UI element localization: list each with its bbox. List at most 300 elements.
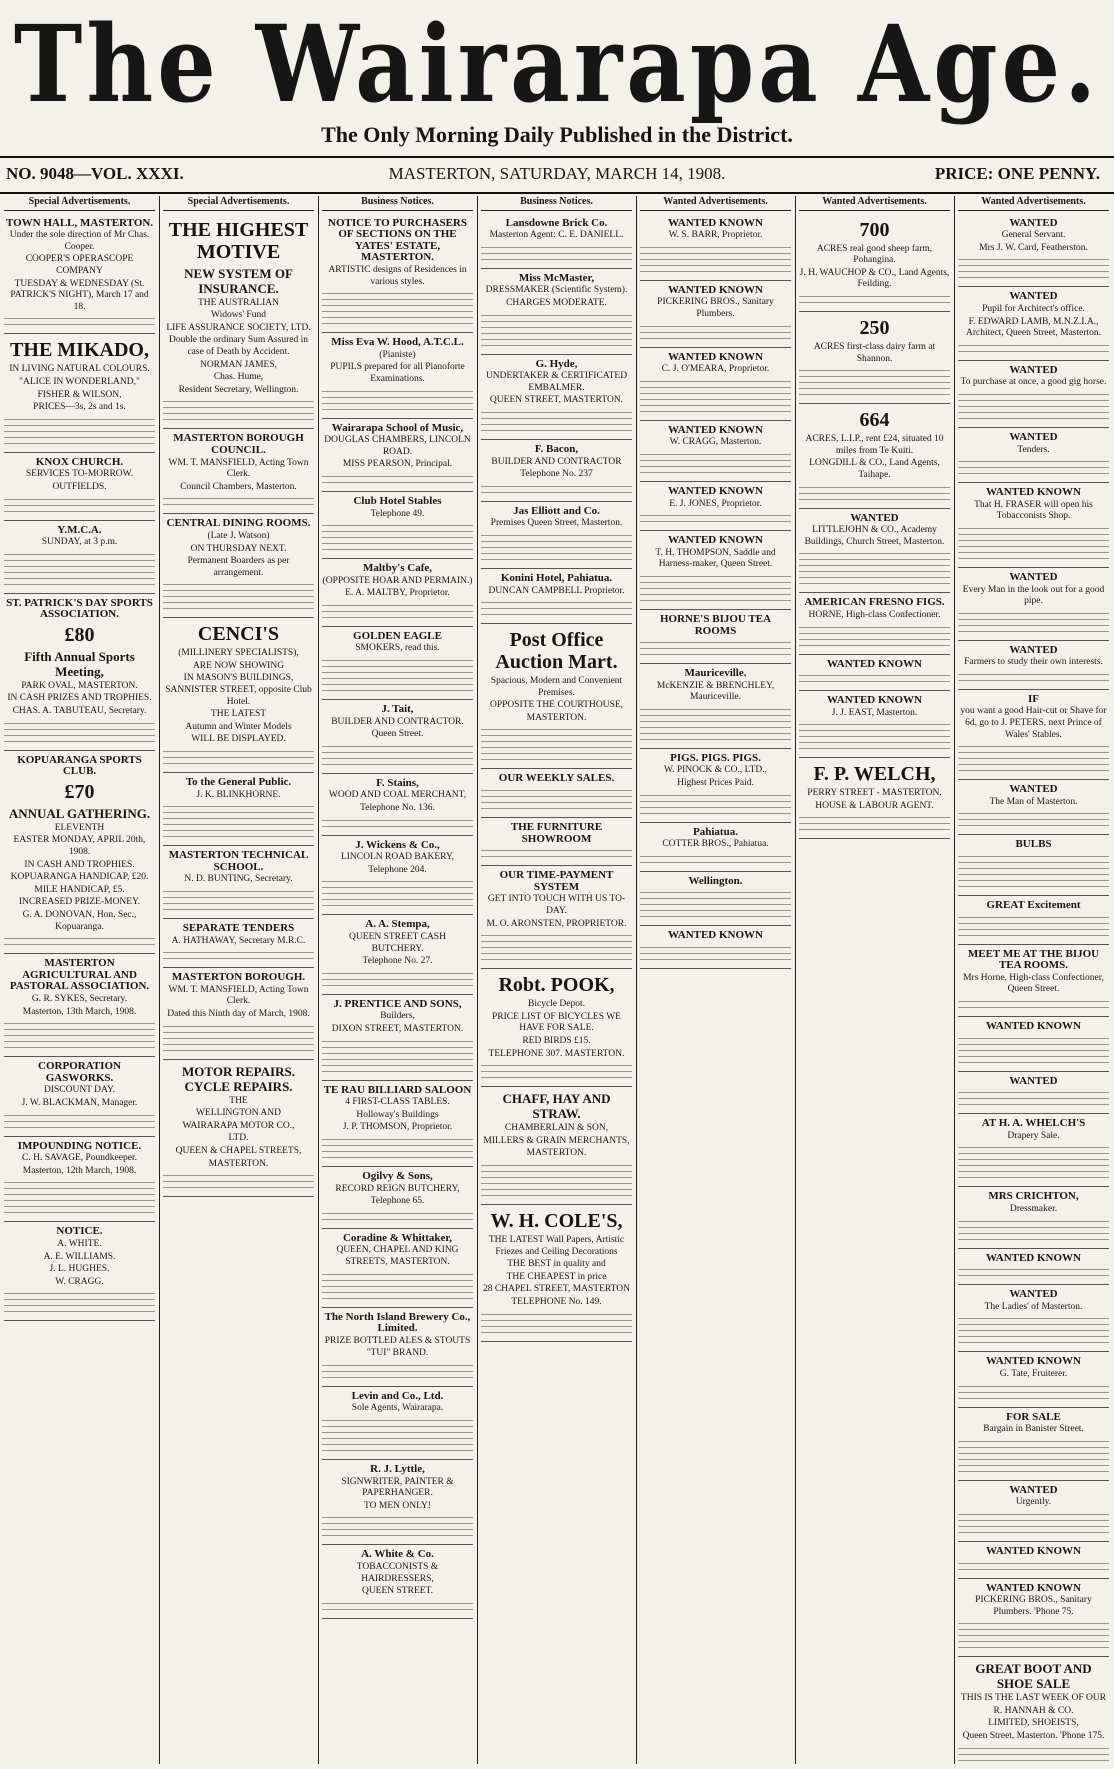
ad-line: WELLINGTON AND — [195, 1108, 282, 1119]
ad-line: Holloway's Buildings — [356, 1109, 439, 1120]
ad-line: Queen Street, Masterton. 'Phone 175. — [962, 1731, 1105, 1742]
ad-line: (MILLINERY SPECIALISTS), — [178, 648, 299, 659]
advertisement — [481, 502, 632, 569]
ad-heading: WANTED KNOWN — [667, 484, 764, 497]
fine-print-texture — [640, 573, 791, 603]
advertisement — [640, 664, 791, 749]
ad-line: ARTISTIC designs of Residences in various styles. — [328, 264, 467, 287]
ad-line: TELEPHONE No. 149. — [511, 1296, 602, 1307]
fine-print-texture — [163, 581, 314, 611]
ad-line: PERRY STREET - MASTERTON. — [807, 788, 942, 799]
ad-heading: IMPOUNDING NOTICE. — [17, 1139, 142, 1152]
ad-line: Permanent Boarders as per arrangement. — [187, 556, 290, 578]
advertisement — [322, 1545, 473, 1618]
ad-line: TELEPHONE 307. MASTERTON. — [488, 1048, 625, 1059]
fine-print-texture — [322, 657, 473, 693]
advertisement — [163, 514, 314, 618]
ad-display-heading: THE MIKADO, — [10, 339, 149, 362]
ad-line: COOPER'S OPERASCOPE COMPANY — [25, 254, 134, 276]
ad-line: Drapery Sale. — [1007, 1130, 1060, 1141]
ad-line: DOUGLAS CHAMBERS, LINCOLN ROAD. — [324, 435, 471, 457]
advertisement — [322, 559, 473, 627]
ad-heading: WANTED KNOWN — [667, 929, 764, 942]
ad-heading: OUR WEEKLY SALES. — [498, 772, 615, 785]
ad-subheading: MOTOR REPAIRS. CYCLE REPAIRS. — [182, 1063, 295, 1094]
advertisement — [958, 945, 1109, 1017]
advertisement — [958, 214, 1109, 288]
column-5 — [640, 196, 791, 1764]
ad-heading: THE FURNITURE SHOWROOM — [510, 821, 603, 845]
fine-print-texture — [481, 932, 632, 962]
ad-heading: SEPARATE TENDERS — [182, 922, 295, 934]
ad-line: R. HANNAH & CO. — [993, 1705, 1074, 1716]
advertisement — [4, 954, 155, 1057]
ad-line: Pupil for Architect's office. — [982, 303, 1085, 314]
fine-print-texture — [481, 532, 632, 562]
ad-line: MASTERTON. — [208, 1158, 269, 1169]
advertisement — [481, 769, 632, 818]
ad-line: Under the sole direction of Mr Chas. Cooper. — [9, 230, 150, 252]
fine-print-texture — [322, 473, 473, 485]
ad-line: MASTERTON. — [526, 1148, 587, 1159]
advertisement — [322, 214, 473, 334]
advertisement — [799, 404, 950, 508]
ad-line: PRICES—3s, 2s and 1s. — [33, 402, 126, 413]
ad-line: Masterton, 13th March, 1908. — [22, 1006, 137, 1017]
fine-print-texture — [322, 970, 473, 988]
advertisement — [481, 214, 632, 269]
ad-heading: Konini Hotel, Pahiatua. — [500, 571, 613, 584]
fine-print-texture — [958, 458, 1109, 476]
fine-print-texture — [640, 512, 791, 524]
ad-heading: WANTED — [1009, 290, 1058, 303]
ad-line: Autumn and Winter Models — [185, 721, 292, 732]
advertisement — [640, 281, 791, 348]
ad-line: (Pianiste) — [379, 349, 416, 360]
fine-print-texture — [4, 1290, 155, 1314]
ad-heading: WANTED — [850, 511, 899, 524]
ad-heading: WANTED KNOWN — [985, 1251, 1082, 1264]
advertisement — [481, 866, 632, 969]
fine-print-texture — [481, 599, 632, 617]
ad-line: THE BEST in quality and — [507, 1259, 606, 1270]
advertisement — [4, 453, 155, 521]
column-1 — [4, 196, 155, 1764]
column-rule — [159, 196, 160, 1764]
fine-print-texture — [958, 342, 1109, 354]
ad-line: Widows' Fund — [211, 310, 266, 321]
ad-heading: Y.M.C.A. — [57, 523, 102, 536]
ad-line: Telephone No. 27. — [362, 956, 433, 967]
ad-heading: MASTERTON AGRICULTURAL AND PASTORAL ASSOCIATION. — [9, 957, 150, 993]
ad-heading: MASTERTON BOROUGH COUNCIL. — [173, 432, 304, 456]
advertisement — [958, 690, 1109, 780]
advertisement — [958, 428, 1109, 483]
ad-line: CHAS. A. TABUTEAU, Secretary. — [12, 706, 147, 717]
ad-heading: Wairarapa School of Music, — [331, 421, 464, 434]
advertisement — [958, 1249, 1109, 1286]
ad-heading: NOTICE TO PURCHASERS OF SECTIONS ON THE YATES' ESTATE, MASTERTON. — [328, 216, 467, 264]
fine-print-texture — [958, 671, 1109, 683]
fine-print-texture — [640, 792, 791, 816]
ad-line: IN CASH PRIZES AND TROPHIES. — [7, 693, 152, 704]
column-rule — [318, 196, 319, 1764]
ad-heading: CORPORATION GASWORKS. — [38, 1060, 121, 1084]
fine-print-texture — [640, 451, 791, 475]
ad-heading: A. White & Co. — [361, 1548, 434, 1561]
ad-display-heading: £80 — [64, 623, 95, 646]
advertisement — [958, 287, 1109, 360]
ad-subheading: NEW SYSTEM OF INSURANCE. — [184, 265, 293, 296]
advertisement — [958, 1481, 1109, 1542]
ad-heading: WANTED KNOWN — [667, 283, 764, 296]
ad-heading: MRS CRICHTON, — [988, 1190, 1079, 1203]
fine-print-texture — [640, 244, 791, 274]
ad-line: "ALICE IN WONDERLAND," — [19, 376, 140, 387]
ad-heading: WANTED KNOWN — [667, 350, 764, 363]
ad-line: Chas. Hume, — [213, 372, 264, 383]
column-header: Special Advertisements. — [163, 196, 314, 211]
advertisement — [958, 896, 1109, 945]
ad-line: McKENZIE & BRENCHLEY, Mauriceville. — [656, 680, 775, 703]
advertisement — [322, 915, 473, 994]
ad-heading: MASTERTON TECHNICAL SCHOOL. — [168, 849, 309, 873]
ad-line: WAIRARAPA MOTOR CO., — [182, 1120, 295, 1131]
ad-heading: A. A. Stempa, — [365, 918, 430, 931]
advertisement — [958, 483, 1109, 568]
advertisement — [322, 1081, 473, 1167]
fine-print-texture — [958, 810, 1109, 828]
advertisement — [958, 1542, 1109, 1579]
fine-print-texture — [958, 743, 1109, 773]
fine-print-texture — [958, 610, 1109, 634]
column-3 — [322, 196, 473, 1764]
fine-print-texture — [640, 853, 791, 865]
fine-print-texture — [958, 1089, 1109, 1107]
advertisement — [640, 421, 791, 482]
fine-print-texture — [640, 378, 791, 414]
ad-line: Spacious, Modern and Convenient Premises. — [490, 676, 623, 698]
ad-heading: IF — [1028, 692, 1039, 705]
ad-line: Every Man in the look out for a good pipe. — [962, 584, 1105, 607]
ad-heading: WANTED KNOWN — [985, 1355, 1082, 1368]
ad-line: CHARGES MODERATE. — [506, 297, 607, 308]
ad-line: Highest Prices Paid. — [677, 778, 754, 789]
advertisement — [640, 531, 791, 610]
advertisement — [958, 1352, 1109, 1407]
ad-heading: WANTED — [1009, 570, 1058, 583]
advertisement — [322, 1460, 473, 1545]
ad-line: 28 CHAPEL STREET, MASTERTON — [482, 1284, 631, 1295]
advertisement — [799, 312, 950, 404]
fine-print-texture — [481, 1062, 632, 1080]
fine-print-texture — [322, 1210, 473, 1222]
advertisement — [958, 1285, 1109, 1352]
ad-line: ARE NOW SHOWING — [192, 660, 285, 671]
fine-print-texture — [958, 1035, 1109, 1065]
advertisement — [163, 618, 314, 773]
column-header: Business Notices. — [322, 196, 473, 211]
ad-line: J. J. EAST, Masterton. — [831, 707, 918, 718]
advertisement — [799, 655, 950, 692]
fine-print-texture — [640, 944, 791, 962]
ad-line: TOBACCONISTS & HAIRDRESSERS, — [356, 1562, 439, 1584]
fine-print-texture — [322, 522, 473, 552]
fine-print-texture — [322, 1362, 473, 1380]
advertisement — [481, 1087, 632, 1205]
ad-heading: WANTED — [1009, 430, 1058, 443]
fine-print-texture — [322, 1514, 473, 1538]
fine-print-texture — [481, 1311, 632, 1335]
advertisement — [322, 995, 473, 1081]
advertisement — [4, 1222, 155, 1321]
ad-line: RECORD REIGN BUTCHERY, — [335, 1183, 460, 1194]
ad-line: PICKERING BROS., Sanitary Plumbers. — [657, 297, 774, 319]
advertisement — [640, 482, 791, 531]
fine-print-texture — [958, 853, 1109, 889]
ad-line: QUEEN STREET. — [361, 1586, 434, 1597]
ad-line: LINCOLN ROAD BAKERY, — [340, 852, 455, 863]
fine-print-texture — [322, 1038, 473, 1074]
fine-print-texture — [4, 315, 155, 327]
fine-print-texture — [4, 1179, 155, 1215]
advertisement — [481, 269, 632, 355]
advertisement — [163, 968, 314, 1059]
ad-line: THE LATEST — [210, 709, 267, 720]
ad-line: F. EDWARD LAMB, M.N.Z.I.A., Architect, Queen Street, Masterton. — [965, 316, 1102, 339]
ad-line: Dated this Ninth day of March, 1908. — [167, 1008, 310, 1019]
fine-print-texture — [958, 914, 1109, 938]
ad-line: SERVICES TO-MORROW. — [25, 469, 134, 480]
fine-print-texture — [163, 1023, 314, 1053]
ad-line: E. J. JONES, Proprietor. — [669, 498, 762, 509]
ad-line: PRICE LIST OF BICYCLES WE HAVE FOR SALE. — [492, 1011, 621, 1034]
ad-line: ELEVENTH — [54, 822, 105, 833]
ad-line: BUILDER AND CONTRACTOR. — [331, 716, 464, 727]
ad-line: BUILDER AND CONTRACTOR — [491, 456, 622, 467]
ad-line: Telephone No. 136. — [360, 803, 435, 814]
ad-heading: WANTED — [1009, 1288, 1058, 1301]
ad-line: Telephone 65. — [370, 1196, 425, 1207]
ad-heading: CENTRAL DINING ROOMS. — [166, 517, 311, 530]
fine-print-texture — [640, 323, 791, 341]
fine-print-texture — [958, 1511, 1109, 1535]
ad-line: HORNE, High-class Confectioner. — [808, 609, 941, 620]
advertisement — [4, 751, 155, 955]
ad-line: A. HATHAWAY, Secretary M.R.C. — [171, 935, 306, 946]
advertisement — [163, 429, 314, 514]
fine-print-texture — [799, 814, 950, 832]
ad-heading: Miss McMaster, — [518, 271, 595, 284]
ad-line: "TUI" BRAND. — [366, 1348, 429, 1359]
fine-print-texture — [322, 1600, 473, 1612]
advertisement — [958, 1187, 1109, 1248]
ad-line: Tenders. — [1017, 444, 1050, 455]
ad-line: Bargain in Banister Street. — [983, 1424, 1084, 1435]
ad-display-heading: £70 — [64, 780, 95, 803]
ad-heading: F. Bacon, — [534, 442, 579, 455]
ad-line: PUPILS prepared for all Pianoforte Examinations. — [330, 362, 465, 384]
fine-print-texture — [322, 388, 473, 412]
ad-heading: WANTED KNOWN — [985, 486, 1082, 499]
ad-line: SIGNWRITER, PAINTER & PAPERHANGER. — [341, 1476, 454, 1499]
fine-print-texture — [799, 293, 950, 305]
ad-heading: AMERICAN FRESNO FIGS. — [804, 596, 945, 609]
ad-heading: Wellington. — [688, 874, 743, 887]
advertisement — [322, 700, 473, 774]
fine-print-texture — [958, 525, 1109, 561]
ad-display-heading: W. H. COLE'S, — [490, 1209, 623, 1232]
fine-print-texture — [958, 1745, 1109, 1763]
advertisement — [481, 624, 632, 769]
advertisement — [4, 334, 155, 452]
fine-print-texture — [4, 935, 155, 947]
ad-line: WOOD AND COAL MERCHANT, — [328, 790, 467, 801]
ad-subheading: Fifth Annual Sports Meeting, — [24, 648, 135, 679]
ad-line: OPPOSITE THE COURTHOUSE, — [489, 700, 624, 711]
ad-line: G. R. SYKES, Secretary. — [31, 993, 128, 1004]
ad-line: QUEEN STREET CASH BUTCHERY. — [349, 932, 446, 954]
ad-heading: WANTED — [1009, 783, 1058, 796]
ad-line: ACRES real good sheep farm, Pohangina. — [816, 243, 933, 266]
ad-heading: PIGS. PIGS. PIGS. — [670, 751, 761, 764]
advertisement — [4, 1137, 155, 1223]
ad-line: DIXON STREET, MASTERTON. — [331, 1023, 464, 1034]
advertisement — [958, 1657, 1109, 1764]
advertisement — [322, 333, 473, 418]
ad-line: T. H. THOMPSON, Saddle and Harness-maker, Queen Street. — [655, 547, 776, 570]
fine-print-texture — [163, 803, 314, 839]
ad-heading: WANTED — [1009, 1483, 1058, 1496]
ad-line: NORMAN JAMES, — [199, 359, 278, 370]
ad-heading: WANTED — [1009, 216, 1058, 229]
ad-line: Queen Street. — [371, 729, 424, 740]
fine-print-texture — [958, 1144, 1109, 1180]
fine-print-texture — [163, 748, 314, 766]
fine-print-texture — [958, 1266, 1109, 1278]
advertisement — [322, 836, 473, 916]
advertisement — [640, 872, 791, 927]
ad-heading: Levin and Co., Ltd. — [351, 1389, 444, 1402]
ad-line: J. P. THOMSON, Proprietor. — [342, 1122, 453, 1133]
advertisement — [958, 780, 1109, 835]
advertisement — [481, 969, 632, 1087]
advertisement — [958, 1408, 1109, 1481]
ad-line: The Ladies' of Masterton. — [984, 1301, 1083, 1312]
ad-heading: WANTED KNOWN — [667, 423, 764, 436]
advertisement — [322, 1167, 473, 1229]
ad-line: THE LATEST Wall Papers, Artistic Friezes and Ceiling Decorations — [488, 1234, 625, 1257]
ad-line: THIS IS THE LAST WEEK OF OUR — [960, 1693, 1107, 1704]
fine-print-texture — [4, 1112, 155, 1130]
ad-line: W. PINOCK & CO., LTD., — [663, 765, 767, 776]
fine-print-texture — [481, 244, 632, 262]
ad-heading: GOLDEN EAGLE — [353, 629, 442, 642]
ad-line: QUEEN, CHAPEL AND KING STREETS, MASTERTON. — [336, 1245, 459, 1267]
advertisement — [481, 355, 632, 440]
ad-line: Council Chambers, Masterton. — [180, 481, 297, 492]
ad-heading: Ogilvy & Sons, — [362, 1169, 433, 1182]
ad-line: EASTER MONDAY, APRIL 20th, 1908. — [13, 835, 146, 858]
ad-line: MILE HANDICAP, £5. — [34, 884, 125, 895]
fine-print-texture — [481, 787, 632, 811]
ad-heading: Maltby's Cafe, — [362, 562, 433, 575]
column-6 — [799, 196, 950, 1764]
ad-line: LTD. — [228, 1133, 249, 1144]
ad-line: PRIZE BOTTLED ALES & STOUTS — [324, 1335, 471, 1346]
newspaper-subtitle: The Only Morning Daily Published in the District. — [321, 122, 793, 147]
advertisement — [322, 627, 473, 700]
ad-heading: Lansdowne Brick Co. — [505, 216, 608, 229]
fine-print-texture — [4, 416, 155, 446]
ad-line: CHAMBERLAIN & SON, — [504, 1123, 609, 1134]
fine-print-texture — [958, 256, 1109, 280]
advertisement — [799, 593, 950, 654]
fine-print-texture — [322, 1136, 473, 1160]
fine-print-texture — [322, 602, 473, 620]
ad-line: HOUSE & LABOUR AGENT. — [815, 800, 934, 811]
advertisement — [640, 926, 791, 969]
ad-line: QUEEN STREET, MASTERTON. — [489, 395, 624, 406]
ad-line: W. CRAGG, Masterton. — [669, 437, 762, 448]
ad-line: Bicycle Depot. — [528, 999, 585, 1010]
ad-line: A. WHITE. — [57, 1238, 102, 1249]
fine-print-texture — [958, 1383, 1109, 1401]
ad-line: A. E. WILLIAMS. — [43, 1251, 116, 1262]
fine-print-texture — [322, 743, 473, 767]
advertisement — [322, 774, 473, 836]
newspaper-title: The Wairarapa Age. — [13, 1, 1101, 127]
ad-heading: MASTERTON BOROUGH. — [171, 971, 306, 984]
ad-line: M. O. ARONSTEN, PROPRIETOR. — [486, 918, 627, 929]
advertisement — [4, 521, 155, 594]
ad-heading: J. Wickens & Co., — [355, 838, 440, 851]
ad-line: RED BIRDS £15. — [522, 1036, 591, 1046]
ad-heading: Jas Elliott and Co. — [513, 504, 600, 517]
column-header: Business Notices. — [481, 196, 632, 211]
dateline-bar — [0, 156, 1114, 194]
advertisement — [958, 641, 1109, 690]
ad-line: The Man of Masterton. — [989, 796, 1078, 807]
column-rule — [795, 196, 796, 1764]
ad-line: Urgently. — [1015, 1497, 1052, 1508]
ad-line: KOPUARANGA HANDICAP, £20. — [10, 872, 149, 883]
advertisement — [163, 214, 314, 430]
fine-print-texture — [958, 1218, 1109, 1242]
ad-heading: WANTED — [1009, 1074, 1058, 1087]
ad-line: J. W. BLACKMAN, Manager. — [21, 1097, 138, 1108]
ad-line: W. S. BARR, Proprietor. — [668, 230, 763, 241]
ad-heading: Pahiatua. — [693, 825, 738, 838]
column-rule — [636, 196, 637, 1764]
ad-heading: WANTED KNOWN — [826, 657, 923, 670]
advertisement — [958, 1072, 1109, 1115]
ad-line: MILLERS & GRAIN MERCHANTS, — [483, 1135, 630, 1146]
ad-display-heading: Robt. POOK, — [498, 974, 615, 997]
ad-line: Builders, — [380, 1011, 415, 1022]
ad-heading: WANTED KNOWN — [985, 1581, 1082, 1594]
advertisement — [640, 214, 791, 281]
ad-display-heading: CENCI'S — [197, 623, 280, 646]
ad-line: G. A. DONOVAN, Hon. Sec., Kopuaranga. — [22, 910, 137, 932]
ad-line: THE AUSTRALIAN — [197, 297, 279, 308]
fine-print-texture — [799, 624, 950, 648]
fine-print-texture — [481, 726, 632, 762]
ad-line: UNDERTAKER & CERTIFICATED EMBALMER. — [485, 371, 628, 393]
fine-print-texture — [4, 720, 155, 744]
ad-heading: WANTED KNOWN — [985, 1544, 1082, 1557]
ad-line: N. D. BUNTING, Secretary. — [184, 874, 293, 885]
